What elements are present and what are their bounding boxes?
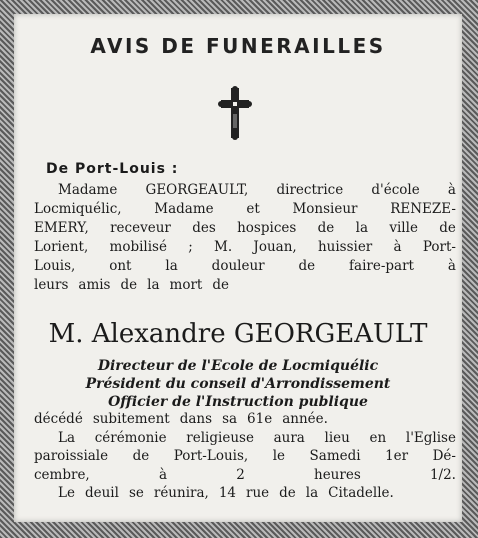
- latin-cross-icon: [218, 86, 252, 140]
- word: subitement: [92, 411, 170, 427]
- word: Louis,: [34, 258, 76, 274]
- word: hospices: [237, 220, 297, 236]
- word: le: [272, 448, 286, 464]
- word: Citadelle.: [328, 485, 394, 501]
- word: lieu: [324, 429, 350, 446]
- word: douleur: [211, 258, 265, 274]
- word: Port-: [422, 239, 456, 255]
- word: année.: [282, 411, 328, 427]
- word: à: [393, 239, 402, 255]
- word: 2: [236, 466, 245, 483]
- word: 14: [218, 485, 236, 501]
- origin-heading: De Port-Louis :: [46, 161, 179, 177]
- word: directrice: [276, 182, 344, 198]
- word: cérémonie: [94, 429, 167, 446]
- word: des: [192, 220, 216, 236]
- word: de: [132, 448, 150, 464]
- word: décédé: [34, 411, 83, 427]
- word: mobilisé: [109, 239, 167, 255]
- word: de: [439, 220, 456, 236]
- word: en: [369, 429, 387, 446]
- intro-lines-line: [34, 239, 456, 255]
- notice-title: AVIS DE FUNERAILLES: [90, 34, 386, 58]
- word: sa: [222, 411, 238, 427]
- word: Jouan,: [253, 239, 297, 255]
- word: 61e: [247, 411, 273, 427]
- word: mort: [169, 277, 203, 293]
- closing-lines-line: [58, 430, 456, 446]
- intro-lines-line: [58, 182, 456, 198]
- word: 1/2.: [429, 466, 456, 483]
- word: la: [355, 220, 369, 236]
- word: Le: [58, 485, 75, 501]
- word: faire-part: [349, 258, 414, 274]
- word: la: [147, 277, 160, 293]
- deceased-title-line: Président du conseil d'Arrondissement: [85, 376, 391, 392]
- word: cembre,: [34, 466, 90, 483]
- intro-lines-line: [34, 201, 456, 217]
- word: ;: [188, 239, 193, 255]
- word: d'école: [371, 182, 420, 198]
- word: à: [158, 466, 167, 483]
- word: 1er: [385, 448, 409, 464]
- word: Madame: [58, 182, 118, 198]
- word: Monsieur: [292, 201, 358, 217]
- word: Port-Louis,: [173, 448, 249, 464]
- intro-lines-line: [34, 220, 456, 236]
- word: religieuse: [186, 429, 254, 446]
- word: Dé-: [432, 448, 456, 464]
- word: de: [279, 485, 296, 501]
- word: RENEZE-: [390, 201, 456, 217]
- word: heures: [314, 466, 361, 483]
- word: Madame: [154, 201, 214, 217]
- word: ont: [109, 258, 132, 274]
- deceased-title-line: Officier de l'Instruction publique: [108, 394, 368, 410]
- word: dans: [179, 411, 213, 427]
- closing-lines-line: [34, 467, 456, 483]
- word: à: [447, 258, 456, 274]
- closing-lines-line: [58, 485, 456, 501]
- intro-lines-line: [34, 258, 456, 274]
- closing-lines-line: [34, 411, 456, 427]
- word: rue: [246, 485, 270, 501]
- word: amis: [78, 277, 111, 293]
- word: et: [246, 201, 260, 217]
- word: de: [212, 277, 229, 293]
- word: Locmiquélic,: [34, 201, 122, 217]
- word: se: [128, 485, 144, 501]
- word: Samedi: [309, 448, 361, 464]
- word: leurs: [34, 277, 69, 293]
- newspaper-clipping: [14, 14, 462, 522]
- intro-lines-line: [34, 277, 456, 293]
- word: ville: [389, 220, 418, 236]
- word: huissier: [317, 239, 373, 255]
- deceased-name: M. Alexandre GEORGEAULT: [48, 319, 428, 349]
- word: réunira,: [153, 485, 209, 501]
- closing-lines-line: [34, 448, 456, 464]
- word: de: [317, 220, 335, 236]
- word: de: [298, 258, 316, 274]
- word: aura: [273, 429, 305, 446]
- word: la: [305, 485, 319, 501]
- word: de: [120, 277, 138, 293]
- word: GEORGEAULT,: [145, 182, 249, 198]
- word: M.: [214, 239, 233, 255]
- word: La: [58, 429, 76, 446]
- word: paroissiale: [34, 448, 109, 464]
- word: deuil: [84, 485, 119, 501]
- word: à: [447, 182, 456, 198]
- word: la: [165, 258, 178, 274]
- deceased-title-line: Directeur de l'Ecole de Locmiquélic: [97, 358, 379, 374]
- word: Lorient,: [34, 239, 89, 255]
- word: receveur: [110, 220, 171, 236]
- word: l'Eglise: [405, 429, 456, 446]
- word: EMERY,: [34, 220, 89, 236]
